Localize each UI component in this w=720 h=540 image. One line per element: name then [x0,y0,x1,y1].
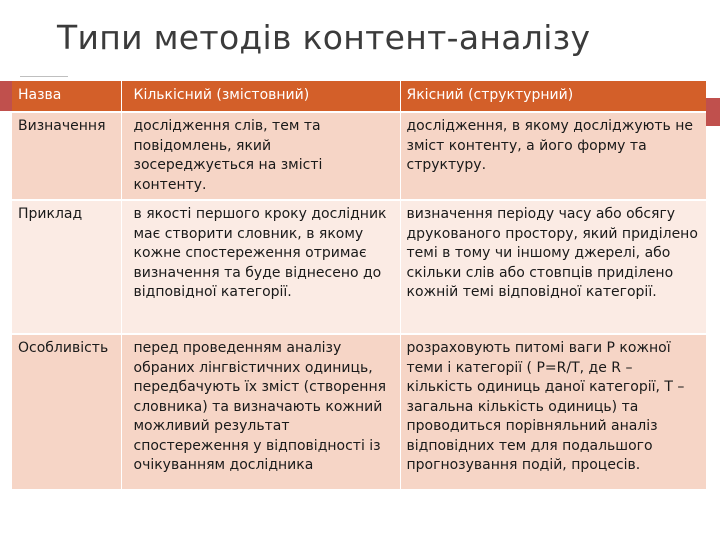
cell-quantitative: дослідження слів, тем та повідомлень, який зосереджується на змісті контенту. [121,112,400,200]
table-row [12,334,706,489]
row-label-feature: Особливість [12,334,121,489]
cell-qualitative: розраховують питомі ваги P кожної теми і категорії ( P=R/T, де R – кількість одиниць даної категорії, T – загальна кількість одиниць) та проводиться порівняльний аналіз відповідних тем для подальшого прогнозування подій, процесів. [400,334,706,489]
cell-quantitative: перед проведенням аналізу обраних лінгвістичних одиниць, передбачують їх зміст (створення словника) та визначають кожний можливий результат спостереження у відповідності із очікуванням дослідника [121,334,400,489]
table-row [12,112,706,200]
slide-title: Типи методів контент-аналізу [57,18,591,57]
cell-qualitative: дослідження, в якому досліджують не зміст контенту, а його форму та структуру. [400,112,706,200]
header-name: Назва [12,81,121,112]
methods-table [12,81,706,489]
left-accent-bar [0,81,12,111]
header-quantitative: Кількісний (змістовний) [121,81,400,112]
table-row [12,200,706,334]
cell-quantitative: в якості першого кроку дослідник має створити словник, в якому кожне спостереження отримає визначення та буде віднесено до відповідної категорії. [121,200,400,334]
cell-qualitative: визначення періоду часу або обсягу друкованого простору, який приділено темі в тому чи іншому джерелі, або скільки слів або стовпців приділено кожній темі відповідної категорії. [400,200,706,334]
row-label-definition: Визначення [12,112,121,200]
table-header-row [12,81,706,112]
title-divider [20,76,68,77]
right-accent-bar [706,98,720,126]
header-qualitative: Якісний (структурний) [400,81,706,112]
row-label-example: Приклад [12,200,121,334]
